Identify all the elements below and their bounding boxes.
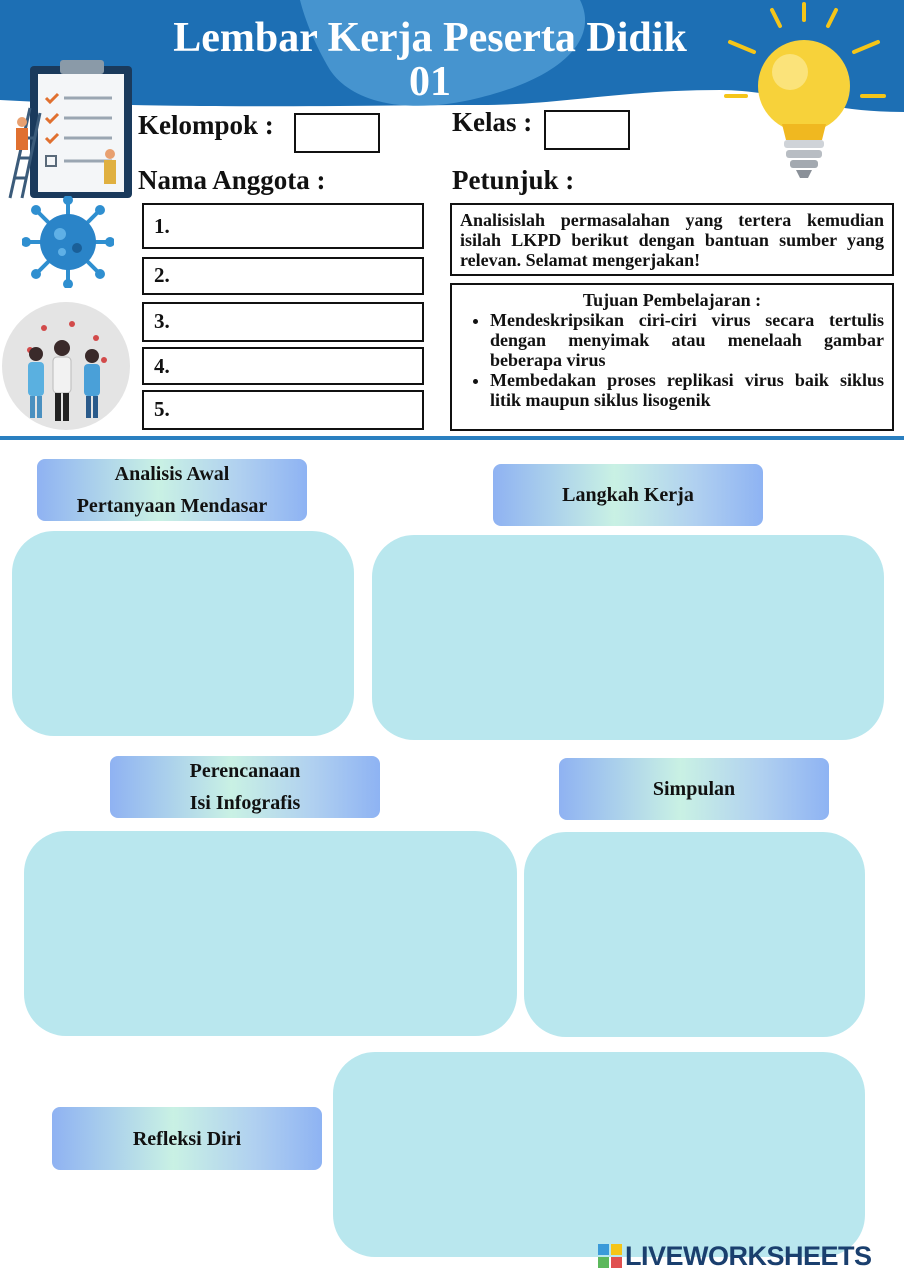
kelas-label: Kelas : [452,107,533,137]
simpulan-answer-area[interactable] [524,832,865,1037]
perencanaan-header [110,756,380,818]
langkah-answer-area[interactable] [372,535,884,740]
member-name-field-1[interactable] [142,203,424,249]
perencanaan-answer-area[interactable] [24,831,517,1036]
people-virus-illustration [0,300,132,432]
objectives-title: Tujuan Pembelajaran : [582,290,762,310]
member-number: 1. [154,214,170,238]
liveworksheets-brand: LIVEWORKSHEETS [625,1240,872,1271]
lightbulb-icon [720,0,904,186]
virus-illustration [22,196,114,288]
page-title-number: 01 [409,59,451,105]
objectives-box [450,283,894,431]
member-number: 5. [154,397,170,421]
analisis-answer-area[interactable] [12,531,354,736]
member-number: 2. [154,263,170,287]
section-divider [0,436,904,440]
petunjuk-label: Petunjuk : [452,165,575,195]
liveworksheets-logo [598,1240,872,1272]
refleksi-answer-area[interactable] [333,1052,865,1257]
analisis-title-line1: Analisis Awal [114,463,230,485]
objective-item: • Membedakan proses replikasi virus baik siklus litik maupun siklus lisogenik [490,370,884,410]
objective-item: • Mendeskripsikan ciri-ciri virus secara tertulis dengan menyimak atau menelaah gambar beberapa virus [490,310,884,370]
member-name-field-3[interactable] [142,302,424,342]
perencanaan-title-line1: Perencanaan [189,760,301,782]
perencanaan-title-line2: Isi Infografis [189,792,301,814]
simpulan-header [559,758,829,820]
instructions-text: Analisislah permasalahan yang tertera kemudian isilah LKPD berikut dengan bantuan sumber yang relevan. Selamat mengerjakan! [460,210,884,270]
member-number: 4. [154,354,170,378]
instructions-box [450,203,894,276]
member-name-field-5[interactable] [142,390,424,430]
langkah-title: Langkah Kerja [562,484,694,506]
kelompok-label: Kelompok : [138,110,274,140]
liveworksheets-logo-icon [598,1244,622,1268]
member-name-field-2[interactable] [142,257,424,295]
kelas-input[interactable] [544,110,630,150]
member-name-field-4[interactable] [142,347,424,385]
analisis-title-line2: Pertanyaan Mendasar [76,495,268,517]
analisis-awal-header [37,459,307,521]
objectives-list [460,310,884,410]
kelompok-input[interactable] [294,113,380,153]
refleksi-title: Refleksi Diri [132,1127,242,1150]
nama-anggota-label: Nama Anggota : [138,165,326,195]
refleksi-header [52,1107,322,1170]
simpulan-title: Simpulan [652,778,736,800]
member-number: 3. [154,309,170,333]
langkah-kerja-header [493,464,763,526]
page-title: Lembar Kerja Peserta Didik [173,15,687,61]
clipboard-checklist-illustration [4,58,134,203]
